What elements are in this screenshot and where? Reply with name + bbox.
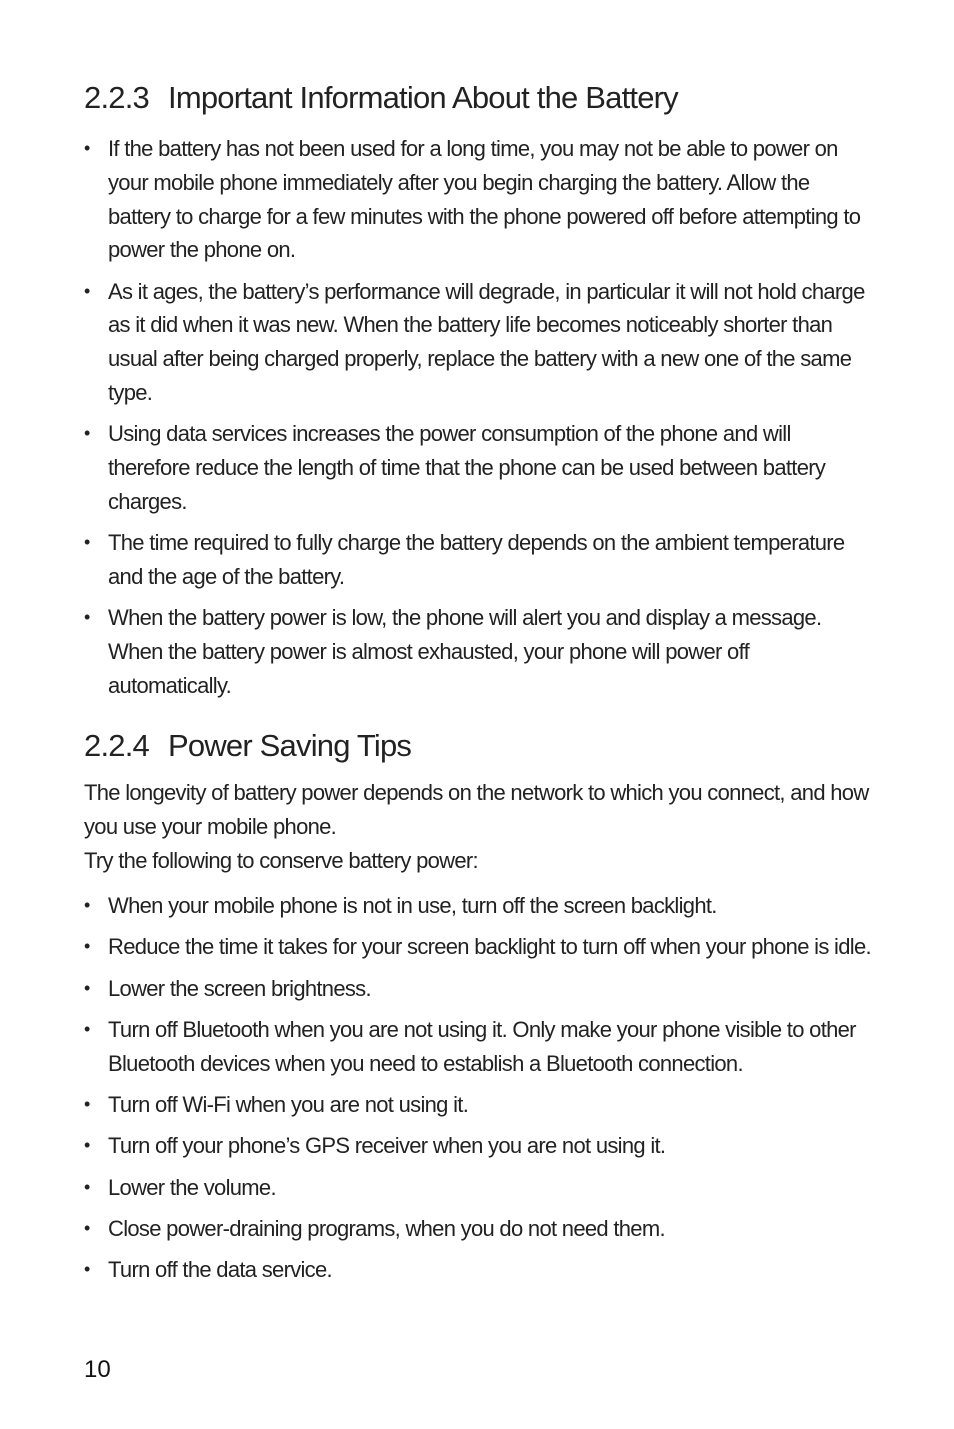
section-title: Important Information About the Battery	[168, 80, 678, 115]
list-item	[84, 1013, 874, 1081]
list-item-text: Close power-draining programs, when you do not need them.	[108, 1215, 665, 1241]
bullet-icon: •	[84, 1176, 90, 1197]
section-number: 2.2.3	[84, 80, 149, 115]
page-number: 10	[84, 1356, 111, 1383]
section-title: Power Saving Tips	[168, 728, 412, 763]
bullet-icon: •	[84, 280, 90, 301]
bullet-icon: •	[84, 1217, 90, 1238]
bullet-icon: •	[84, 1018, 90, 1039]
list-item	[84, 417, 874, 518]
list-item	[84, 1212, 874, 1246]
bullet-icon: •	[84, 607, 90, 628]
list-item	[84, 1129, 874, 1163]
list-item	[84, 972, 874, 1006]
list-item-text: Turn off Wi-Fi when you are not using it.	[108, 1091, 469, 1117]
bullet-icon: •	[84, 1093, 90, 1114]
bullet-icon: •	[84, 1135, 90, 1156]
list-item	[84, 889, 874, 923]
bullet-icon: •	[84, 532, 90, 553]
list-item-text: As it ages, the battery’s performance will degrade, in particular it will not hold charge as it did when it was new. When the battery life becomes noticeably shorter than usual after being charged properly, replace the battery with a new one of the same type.	[108, 278, 865, 406]
list-item-text: Lower the screen brightness.	[108, 975, 371, 1001]
bullet-icon: •	[84, 138, 90, 158]
list-item-text: Turn off the data service.	[108, 1257, 332, 1283]
list-item	[84, 1171, 874, 1205]
list-item-text: Lower the volume.	[108, 1174, 276, 1200]
battery-info-list	[84, 132, 874, 710]
section-heading-power-saving	[84, 730, 411, 761]
list-item	[84, 132, 874, 267]
list-item-text: If the battery has not been used for a long time, you may not be able to power on your mobile phone immediately after you begin charging the battery. Allow the battery to charge for a few minutes with the phone powered off before attempting to power the phone on.	[108, 136, 861, 263]
lead-paragraph: Try the following to conserve battery power:	[84, 848, 478, 873]
list-item-text: Turn off your phone’s GPS receiver when you are not using it.	[108, 1133, 666, 1159]
list-item-text: Reduce the time it takes for your screen backlight to turn off when your phone is idle.	[108, 934, 871, 960]
section-number: 2.2.4	[84, 728, 149, 763]
bullet-icon: •	[84, 977, 90, 998]
intro-paragraph: The longevity of battery power depends on the network to which you connect, and how you use your mobile phone.	[84, 780, 869, 839]
list-item-text: When the battery power is low, the phone will alert you and display a message. When the battery power is almost exhausted, your phone will power off automatically.	[108, 605, 822, 698]
bullet-icon: •	[84, 936, 90, 957]
list-item	[84, 1253, 874, 1287]
list-item-text: When your mobile phone is not in use, turn off the screen backlight.	[108, 893, 717, 918]
list-item-text: Turn off Bluetooth when you are not using it. Only make your phone visible to other Bluetooth devices when you need to establish a Bluetooth connection.	[108, 1016, 856, 1076]
list-item	[84, 275, 874, 410]
bullet-icon: •	[84, 895, 90, 915]
list-item	[84, 930, 874, 964]
section-heading-battery	[84, 82, 678, 113]
list-item	[84, 1088, 874, 1122]
list-item	[84, 601, 874, 702]
list-item	[84, 526, 874, 594]
power-tips-list	[84, 889, 874, 1294]
list-item-text: The time required to fully charge the battery depends on the ambient temperature and the age of the battery.	[108, 530, 845, 590]
bullet-icon: •	[84, 1259, 90, 1280]
bullet-icon: •	[84, 423, 90, 444]
list-item-text: Using data services increases the power consumption of the phone and will therefore reduce the length of time that the phone can be used between battery charges.	[108, 421, 826, 514]
